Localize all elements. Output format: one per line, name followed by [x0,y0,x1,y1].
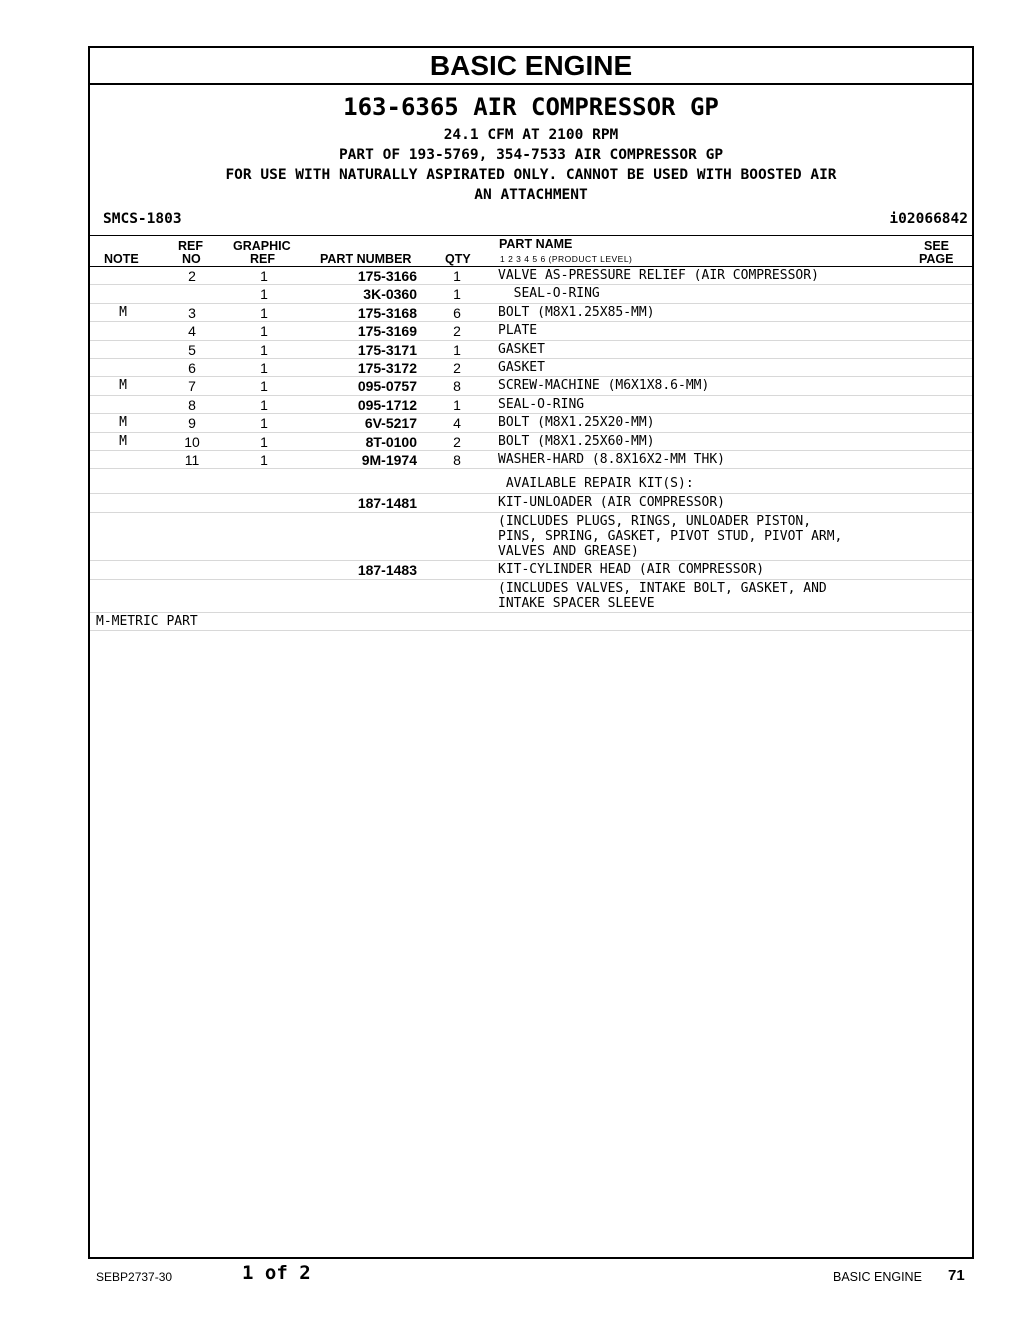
id-row [90,211,972,236]
part-graphic-ref: 1 [260,359,268,376]
part-name: VALVE AS-PRESSURE RELIEF (AIR COMPRESSOR) [498,268,819,283]
part-graphic-ref: 1 [260,396,268,413]
part-qty: 4 [453,415,461,432]
part-name: SCREW-MACHINE (M6X1X8.6-MM) [498,378,710,394]
kit-part-number: 187-1481 [357,495,417,512]
part-note: M [119,304,127,320]
part-qty: 2 [453,323,461,340]
part-graphic-ref: 1 [260,304,268,321]
header-qty: QTY [445,252,471,266]
part-graphic-ref: 1 [260,451,268,468]
part-number: 3K-0360 [363,286,417,303]
part-number: 175-3171 [357,341,417,358]
page-frame [88,46,974,1259]
kit-part-number: 187-1483 [357,562,417,579]
section-title: BASIC ENGINE [90,48,972,85]
header-product-levels: 1 2 3 4 5 6 (PRODUCT LEVEL) [500,254,633,264]
kit-description: (INCLUDES PLUGS, RINGS, UNLOADER PISTON, PINS, SPRING, GASKET, PIVOT STUD, PIVOT ARM, VALVES AND GREASE) [498,514,843,560]
part-name: WASHER-HARD (8.8X16X2-MM THK) [498,451,725,467]
header-ref-top: REF [178,239,203,253]
part-name: PLATE [498,323,538,339]
header-graphic-top: GRAPHIC [233,239,291,253]
group-title: 163-6365 AIR COMPRESSOR GP [343,93,719,121]
header-note: NOTE [104,252,139,266]
part-number: 175-3166 [357,268,417,284]
header-ref-bottom: NO [182,252,201,266]
part-qty: 1 [453,286,461,303]
kits-heading-row [90,469,972,494]
part-note: M [119,415,127,431]
part-qty: 2 [453,433,461,450]
footer-page-number: 71 [948,1267,965,1284]
part-ref-no: 6 [188,359,196,376]
table-row [90,451,972,469]
footer-page-of: 1 of 2 [242,1262,311,1284]
group-part-of: PART OF 193-5769, 354-7533 AIR COMPRESSOR GP [338,147,724,163]
part-ref-no: 7 [188,378,196,395]
part-number: 175-3169 [357,323,417,340]
header-see-top: SEE [924,239,950,253]
group-spec: 24.1 CFM AT 2100 RPM [443,127,619,143]
part-name: BOLT (M8X1.25X85-MM) [498,304,655,320]
part-graphic-ref: 1 [260,415,268,432]
part-qty: 8 [453,451,461,468]
table-row [90,322,972,340]
header-graphic-bottom: REF [250,252,275,266]
part-ref-no: 8 [188,396,196,413]
part-graphic-ref: 1 [260,341,268,358]
table-row [90,341,972,359]
part-number: 6V-5217 [364,415,417,432]
part-qty: 2 [453,359,461,376]
kit-description-row [90,513,972,561]
smcs-code: SMCS-1803 [103,211,182,227]
part-note: M [119,433,127,449]
kit-name: KIT-UNLOADER (AIR COMPRESSOR) [498,495,725,511]
part-number: 8T-0100 [365,433,417,450]
group-usage-note: FOR USE WITH NATURALLY ASPIRATED ONLY. CANNOT BE USED WITH BOOSTED AIR [225,167,837,183]
illustration-id: i02066842 [889,211,968,227]
metric-part-note: M-METRIC PART [90,613,972,631]
part-ref-no: 9 [188,415,196,432]
table-row [90,304,972,322]
table-row [90,377,972,395]
part-ref-no: 4 [188,323,196,340]
part-graphic-ref: 1 [260,323,268,340]
footer-doc-id: SEBP2737-30 [96,1270,173,1284]
part-qty: 1 [453,341,461,358]
table-row [90,267,972,285]
table-row [90,359,972,377]
parts-table-body [90,267,972,469]
part-graphic-ref: 1 [260,433,268,450]
part-ref-no: 5 [188,341,196,358]
part-ref-no: 3 [188,304,196,321]
group-header [90,93,972,205]
table-row [90,396,972,414]
part-qty: 8 [453,378,461,395]
part-name: BOLT (M8X1.25X60-MM) [498,433,655,449]
table-header [90,236,972,267]
header-part-number: PART NUMBER [320,252,412,266]
header-see-bottom: PAGE [919,252,954,266]
part-ref-no: 10 [184,433,200,450]
table-row [90,414,972,432]
part-graphic-ref: 1 [260,268,268,284]
table-row [90,285,972,303]
kit-row [90,494,972,513]
kits-heading: AVAILABLE REPAIR KIT(S): [498,476,694,492]
part-qty: 1 [453,396,461,413]
kit-row [90,561,972,580]
part-note: M [119,378,127,394]
footer-section: BASIC ENGINE [833,1270,922,1284]
part-ref-no: 2 [188,268,196,284]
part-name: BOLT (M8X1.25X20-MM) [498,415,655,431]
kit-name: KIT-CYLINDER HEAD (AIR COMPRESSOR) [498,562,765,578]
header-part-name: PART NAME [499,237,573,251]
kit-description: (INCLUDES VALVES, INTAKE BOLT, GASKET, AND INTAKE SPACER SLEEVE [498,581,827,612]
part-number: 175-3168 [357,304,417,321]
part-name: SEAL-O-RING [498,396,585,412]
group-usage-note-cont: AN ATTACHMENT [474,187,588,203]
part-number: 9M-1974 [361,451,417,468]
part-qty: 1 [453,268,461,284]
part-name: SEAL-O-RING [498,286,600,302]
part-name: GASKET [498,341,545,357]
part-number: 095-0757 [357,378,417,395]
part-number: 175-3172 [357,359,417,376]
part-name: GASKET [498,359,545,375]
part-qty: 6 [453,304,461,321]
table-row [90,433,972,451]
part-ref-no: 11 [184,451,200,468]
part-graphic-ref: 1 [260,378,268,395]
part-graphic-ref: 1 [260,286,268,303]
kit-description-row [90,580,972,613]
page-footer [0,1262,1020,1292]
part-number: 095-1712 [357,396,417,413]
